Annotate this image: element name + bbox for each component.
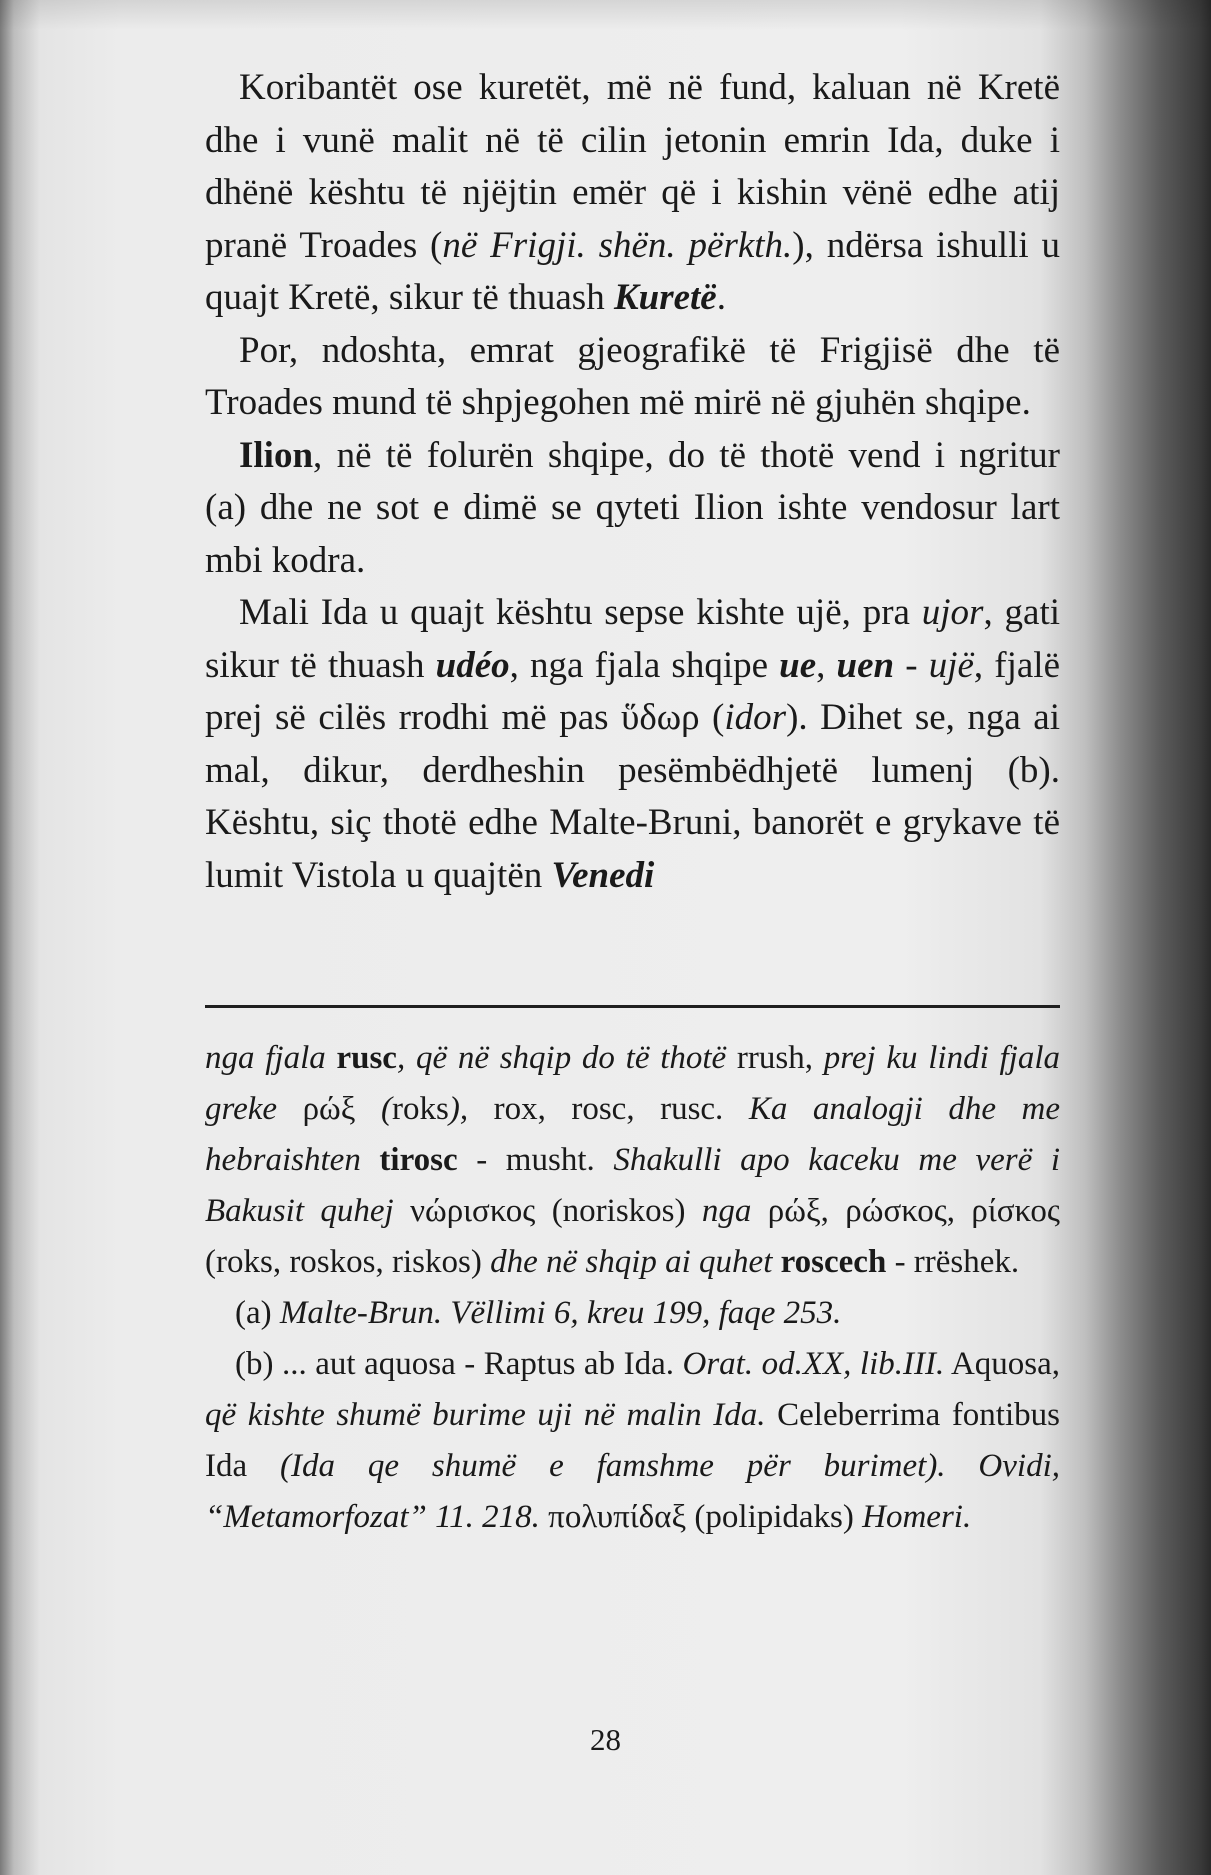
paragraph-4: Mali Ida u quajt kështu sepse kishte ujë, pra ujor, gati sikur të thuash udéo, nga fjala shqipe ue, uen - ujë, fjalë prej së cilës rrodhi më pas ὕδωρ (idor). Dihet se, nga ai mal, dikur, derdheshin pesëmbëdhjetë lumenj (b). Kështu, siç thotë edhe Malte-Bruni, banorët e grykave të lumit Vistola u quajtën Venedi [205,592,1061,896]
paragraph-2: Por, ndoshta, emrat gjeografikë të Frigjisë dhe të Troades mund të shpjegohen më mirë në gjuhën shqipe. [205,329,1060,423]
footnote-divider [205,1005,1060,1008]
footnote-continuation: nga fjala rusc, që në shqip do të thotë rrush, prej ku lindi fjala greke ρώξ (roks), rox, rosc, rusc. Ka analogji dhe me hebraishten tirosc - musht. Shakulli apo kaceku me verë i Bakusit quhej νώρισκος (noriskos) nga ρώξ, ρώσκος, ρίσκος (roks, roskos, riskos) dhe në shqip ai quhet roscech - rrëshek. [205,1040,1061,1280]
page-number: 28 [590,1722,621,1757]
main-text [205,62,1060,902]
scan-shadow [0,0,1211,30]
footnote-a: (a) Malte-Brun. Vëllimi 6, kreu 199, faqe 253. [235,1295,842,1331]
footnote-b: (b) ... aut aquosa - Raptus ab Ida. Orat. od.XX, lib.III. Aquosa, që kishte shumë burime uji në malin Ida. Celeberrima fontibus Ida (Ida qe shumë e famshme për burimet). Ovidi, “Metamorfozat” 11. 218. πολυπίδαξ (polipidaks) Homeri. [205,1346,1061,1535]
paragraph-3: Ilion, në të folurën shqipe, do të thotë vend i ngritur (a) dhe ne sot e dimë se qyteti Ilion ishte vendosur lart mbi kodra. [205,434,1060,581]
paragraph-1: Koribantët ose kuretët, më në fund, kaluan në Kretë dhe i vunë malit në të cilin jetonin emrin Ida, duke i dhënë kështu të njëjtin emër që i kishin vënë edhe atij pranë Troades (në Frigji. shën. përkth.), ndërsa ishulli u quajt Kretë, sikur të thuash Kuretë. [205,67,1060,318]
footnotes [205,1033,1060,1543]
